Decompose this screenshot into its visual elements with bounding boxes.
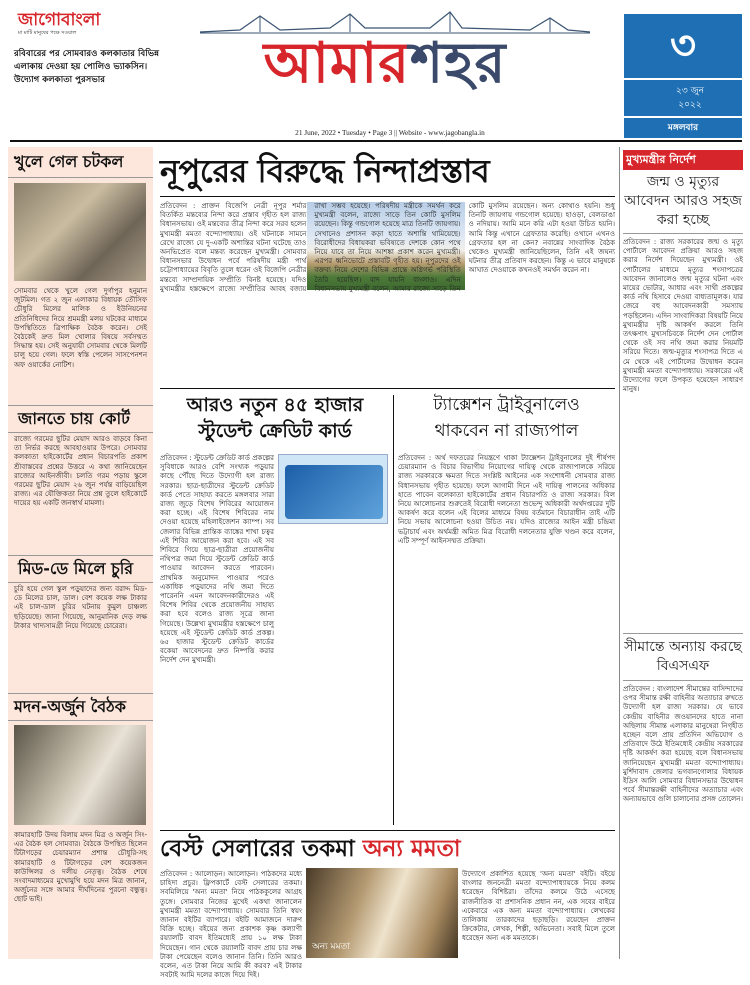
cm-directive-banner: মুখ্যমন্ত্রীর নির্দেশ [623, 150, 743, 170]
day-bengali: মঙ্গলবার [667, 123, 699, 133]
page-number: ৩ [669, 23, 696, 69]
bestseller-headline-red: অন্য মমতা [362, 836, 461, 862]
jagobangla-logo [18, 10, 148, 40]
story-jutemill-title: খুলে গেল চটকল [8, 147, 153, 178]
madan-arjun-photo [14, 725, 146, 825]
page-number-box [624, 14, 742, 78]
book-cover-photo [306, 868, 458, 958]
right-divider [619, 147, 620, 959]
student-credit-card-image [278, 454, 388, 524]
story-madan-body: কামারহাটি উদয় বিলায় মদন মিত্র ও অর্জুন সিং-এর বৈঠক হল সোমবার। বৈঠকে উপস্থিত ছিলেন টিটাগড়ের চেয়ারম্যান প্রশান্ত চৌধুরি-সহ কামারহাটি ও টিটাগড়ের বেশ কয়েকজন কাউন্সিলর ও দলীয় নেতৃত্ব। বৈঠক শেষে সংবাদমাধ্যমের মুখোমুখি হয়ে মদন মিত্র জানান, অর্জুনের সঙ্গে আমার দীর্ঘদিনের পুরনো বন্ধুত্ব। ছোট ভাই। [14, 831, 147, 904]
lead-story-text: প্রতিবেদন : প্রাক্তন বিজেপি নেত্রী নূপুর শর্মার বিতর্কিত মন্তব্যের নিন্দা করে প্রস্তাব গৃহীত হল রাজ্য বিধানসভায়। ওই মন্তব্যের তীব্র নিন্দা করে সরব হলেন মুখ্যমন্ত্রী মমতা বন্দ্যোপাধ্যায়। ওই ঘটনাকে সামনে রেখে রাজ্যে যে দু-একটি অশান্তির ঘটনা ঘটেছে তাও অনভিপ্রেত বলে মন্তব্য করেছেন মুখ্যমন্ত্রী। সোমবার বিধানসভার উদ্বোধন পর্বে পরিষদীয় মন্ত্রী পার্থ চট্টোপাধ্যায়ের বিবৃতি তুলে ধরেন ওই বিজেপি নেত্রীর মন্তব্যে সাম্প্রদায়িক সম্প্রীতি বিনষ্ট হয়েছে। যদিও মুখ্যমন্ত্রীর হস্তক্ষেপে রাজ্যে সম্প্রীতির আবহ বজায় রাখা সম্ভব হয়েছে। পরিষদীয় মন্ত্রীকে সমর্থন করে মুখ্যমন্ত্রী বলেন, রাজ্যে সাড়ে তিন কোটি মুসলিম রয়েছেন। কিন্তু গন্ডগোল হয়েছে মাত্র তিনটি জায়গায়। সেখানেও প্রশাসন কড়া হাতে অশান্তি থামিয়েছে। বিরোধীদের বিধায়করা ভবিষ্যতে দেশকে কোন পথে নিয়ে যাবে তা নিয়ে আশঙ্কা প্রকাশ করেন মুখ্যমন্ত্রী। এরপর ধ্বনিভোটে প্রস্তাবটি গৃহীত হয়। নূপুরদের ওই বক্তব্য নিয়ে দেশের বিভিন্ন প্রান্তে অগ্নিগর্ভ পরিস্থিতি তৈরি হয়েছিল। বাদ যায়নি বাংলাও। এদিন বিধানসভায় মুখ্যমন্ত্রী বলেন, আমার রাজ্যে সাড়ে তিন কোটি মুসলিম রয়েছেন। অন্য কোথাও হয়নি। শুধু তিনটি জায়গায় গন্ডগোল হয়েছে। হাওড়া, বেলডাঙা ও নদিয়ায়। আমি মনে করি এটা হওয়া উচিত হয়নি। আমি কিন্তু এখানে গ্রেফতার করেছি। ওখানে এখনও গ্রেফতার হল না কেন? নবান্নের সাংবাদিক বৈঠক থেকেও মুখ্যমন্ত্রী জানিয়েছিলেন, তিনি এই জঘন্য ঘটনার তীব্র প্রতিবাদ করছেন। কিন্তু এ ভাবে মানুষকে আঘাত দেওয়াকে কখনওই সমর্থন করেন না। [160, 202, 615, 293]
masthead-title-dark: শহর [410, 30, 507, 96]
story-court-body: রাজ্যে গরমের ছুটির মেয়াদ আরও বাড়বে কিনা তা নির্ভর করছে আবহাওয়ার উপরে। সোমবার কলকাতা হাইকোর্টের প্রধান বিচারপতি প্রকাশ শ্রীবাস্তবের প্রশ্নের উত্তরে এ কথা জানিয়েছেন রাজ্যের আইনজীবী। চলতি গরম পড়ায় স্কুলে গরমের ছুটির মেয়াদ ২৬ জুন পর্যন্ত বাড়িয়েছিল রাজ্য। এর যৌক্তিকতা নিয়ে প্রশ্ন তুলে হাইকোর্টে দায়ের হয় একটি জনস্বার্থ মামলা। [14, 435, 147, 508]
bsf-body: প্রতিবেদন : বাংলাদেশ সীমান্তের বাসিন্দাদের ওপর সীমান্ত রক্ষী বাহিনীর অত্যাচার রুখতে উদ্যোগী হল রাজ্য সরকার। যে ভাবে কেন্দ্রীয় বাহিনীর জওয়ানদের হাতে নানা অছিলায় সীমান্ত এলাকার মানুষেরা নিগৃহীত হচ্ছেন বলে প্রায় প্রতিদিন অভিযোগ ও প্রতিবাদে উঠে ইতিমধ্যেই কেন্দ্রীয় সরকারের দৃষ্টি আকর্ষণ করা হয়েছে বলে বিধানসভায় জানিয়েছেন মুখ্যমন্ত্রী মমতা বন্দ্যোপাধ্যায়। মুর্শিদাবাদ জেলার ভগবানগোলার বিধায়ক ইদ্রিস আলি সোমবার বিধানসভার উদ্বোধন পর্বে সীমান্তরক্ষী বাহিনীদের অত্যাচার এবং অন্যায়ভাবে গুলি চালানোর প্রসঙ্গ তোলেন। [623, 685, 743, 804]
left-column [8, 147, 153, 959]
middle-bottom-rule [160, 830, 615, 831]
bestseller-headline [160, 834, 615, 864]
date-box [624, 80, 742, 116]
lead-story [160, 202, 615, 380]
date-bengali: ২৩ জুন ২০২২ [676, 86, 704, 110]
credit-headline-1: আরও নতুন ৪৫ হাজার [186, 394, 364, 416]
story-court-title: জানতে চায় কোর্ট [8, 405, 153, 433]
story-madan-title: মদন-অর্জুন বৈঠক [8, 693, 153, 721]
dateline: 21 June, 2022 • Tuesday • Page 3 || Website - www.jagobangla.in [295, 128, 485, 137]
tribunal-story [398, 392, 615, 830]
lead-bottom-rule [160, 388, 615, 389]
bestseller-body-2: উদ্যোগে প্রকাশিত হয়েছে 'অন্য মমতা' বইটি। বইয়ে বাংলার জননেত্রী মমতা বন্দ্যোপাধ্যায়কে নিয়ে কলম ধরেছেন বিশিষ্টরা। তাঁদের কলমে উঠে এসেছে রাজনীতিক বা প্রশাসনিক প্রধান নন, এক সবের বাইরে একেবারে এক অন্য মমতা বন্দ্যোপাধ্যায়। লেখকের তালিকায় তারকাদের ছড়াছড়ি। রয়েছেন প্রাক্তন ক্রিকেটার, লেখক, শিল্পী, অভিনেতা। সবাই মিলে তুলে ধরেছেন অন্য এক মমতাকে। [462, 870, 615, 943]
masthead-title [170, 30, 600, 100]
book-cover-caption: অন্য মমতা [312, 942, 350, 952]
story-midday-title: মিড-ডে মিলে চুরি [8, 555, 153, 583]
jagobangla-logo-tagline: মা মাটি মানুষের পক্ষে সওয়াল [18, 30, 77, 36]
lead-headline-rule [160, 196, 615, 197]
credit-body: প্রতিবেদন : স্টুডেন্ট ক্রেডিট কার্ড প্রকল্পের সুবিধাকে আরও বেশি সংখ্যক পড়ুয়ার কাছে পৌঁছে দিতে উদ্যোগী হল রাজ্য সরকার। ছাত্র-ছাত্রীদের স্টুডেন্ট ক্রেডিট কার্ড পেতে সাহায্য করতে মঙ্গলবার সারা রাজ্য জুড়ে বিশেষ শিবিরের আয়োজন করা হচ্ছে। এই বিশেষ শিবিরের নাম দেওয়া হয়েছে মহিলাইজেশন ক্যাম্প। সব জেলার বিভিন্ন প্রান্তিক ব্যাঙ্কের শাখা চত্বর এই শিবির আয়োজন করা হবে। এই সব শিবিরে গিয়ে ছাত্র-ছাত্রীরা প্রয়োজনীয় নথিপত্র জমা দিয়ে স্টুডেন্ট ক্রেডিট কার্ড পাওয়ার আবেদন করতে পারবেন। প্রাথমিক অনুমোদন পাওয়ার পরেও একাধিক পড়ুয়াদের নথি জমা দিতে পারেননি এমন আবেদনকারীদেরও এই বিশেষ শিবির থেকে প্রয়োজনীয় সাহায্য করা হবে বলেও রাজ্য সূত্রে জানা গিয়েছে। উল্লেখ্য মুখ্যমন্ত্রীর হস্তক্ষেপে চালু হয়েছে এই স্টুডেন্ট ক্রেডিট কার্ড প্রকল্প। ৬৫ হাজার স্টুডেন্ট ক্রেডিট কার্ডের বকেয়া আবেদনের দ্রুত নিষ্পত্তি করার নির্দেশ দেন মুখ্যমন্ত্রী। [160, 454, 274, 665]
bestseller-headline-dark: বেস্ট সেলারের তকমা [160, 836, 355, 862]
masthead-teaser: রবিবারের পর সোমবারও কলকাতার বিভিন্ন এলাকায় দেওয়া হয় পোলিও ভ্যাকসিন। উদ্যোগ কলকাতা পুরসভার [14, 49, 160, 85]
tribunal-body: প্রতিবেদন : অর্থ দফতরের নিয়ন্ত্রণে থাকা ট্যাক্সেশন ট্রাইবুনালের দুই শীর্ষপদ চেয়ারম্যান ও বিচার বিভাগীয় নিয়োগের দায়িত্ব থেকে রাজ্যপালকে সরিয়ে রাজ্য সরকারকে ক্ষমতা দিতে সংশ্লিষ্ট আইনের এক সংশোধনী সোমবার রাজ্য বিধানসভায় গৃহীত হয়েছে। ফলে আগামী দিনে এই দায়িত্ব পালনের অধিকার হাতে পাবেন বলেকাতা হাইকোর্টের প্রধান বিচারপতি ও রাজ্য সরকার। বিল নিয়ে আলোচনার শুরুতেই বিরোধী দলনেতা শুভেন্দু অধিকারী অর্থদপ্তরের দুটি আকর্ষণ করে বলেন এই বিলের মাধ্যমে বিষয় বর্তমানে বিচারাধীন তাই এটি নিয়ে সভায় আলোচনা হওয়া উচিত নয়। যদিও রাজ্যের আইন মন্ত্রী চন্দ্রিমা ভট্টাচার্য এবং অর্থমন্ত্রী অমিত মিত্র বিরোধী দলনেতার যুক্তি খণ্ডন করে বলেন, এটি সম্পূর্ণ আইনসম্মত প্রক্রিয়া। [398, 454, 615, 545]
birth-death-headline: জন্ম ও মৃত্যুর আবেদন আরও সহজ করা হচ্ছে [623, 170, 743, 234]
credit-divider [393, 395, 394, 825]
tribunal-headline-2: থাকবেন না রাজ্যপাল [434, 421, 579, 441]
jutemill-meeting-photo [14, 183, 146, 281]
jagobangla-logo-text: জাগোবাংলা [18, 10, 101, 30]
tribunal-headline-1: ট্যাক্সেশন ট্রাইবুনালেও [433, 395, 580, 415]
story-midday-body: চুরি হয়ে গেল স্কুল পড়ুয়াদের জন্য বরাদ্দ মিড-ডে মিলের চাল, ডাল। বেশ কয়েক লক্ষ টাকার এই চাল-ডাল চুরির ঘটনায় কুমুল চাঞ্চল্য ছড়িয়েছে। জানা গিয়েছে, আনুমানিক দেড় লক্ষ টাকার খাদ্যসামগ্রী নিয়ে গিয়েছে চোরেরা। [14, 585, 147, 630]
bestseller-body: প্রতিবেদন : আলোড়ন। আলোড়ন। পাঠকদের মধ্যে চাহিদা প্রচুর। ফ্লিপকার্টে বেস্ট সেলারের তকমা। সবমিলিয়ে 'অন্য মমতা' নিয়ে পাঠককুলের আগ্রহ তুঙ্গে। সোমবার নিজের মুখেই একথা জানালেন মুখ্যমন্ত্রী মমতা বন্দ্যোপাধ্যায়। সোমবার তিনি স্বয়ং জানান বইটির ব্যাপারে। বইটি আমাজনে দারুণ বিক্রি হচ্ছে। বইয়ের জন্য প্রকাশক কৃষ্ণ কল্যাণী রয়্যালটি বাবদ ইতিমধ্যেই প্রায় ১০ লক্ষ টাকা দিয়েছেন। গান থেকে রয়্যালটি বাবদ প্রায় চার লক্ষ টাকা পেয়েছেন বলেও জানান তিনি। তিনি আরও বলেন, এত টাকা নিয়ে আমি কী করব? এই টাকার সবটাই আমি দলের কাজে দিয়ে দিই। [160, 870, 302, 980]
story-jutemill-body: সোমবার থেকে খুলে গেল দুর্গাপুর হনুমান জুটমিল। গত ২ জুন এলাকার বিধায়ক তৌসিফ চৌধুরি মিলের মালিক ও ইউনিয়নের প্রতিনিধিদের নিয়ে শ্রমমন্ত্রী মলয় ঘটকের মাধ্যমে উপস্থিতিতে ত্রিপাক্ষিক বৈঠক করেন। সেই বৈঠকেই দ্রুত মিল খোলার বিষয়ে সর্বসম্মত সিদ্ধান্ত হয়। সেই অনুযায়ী সোমবার থেকে মিলটি চালু হয়ে গেল। ফলে স্বস্তি পেলেন সাসপেনশন অফ ওয়ার্কের নোটিশ। [14, 287, 147, 369]
bsf-headline: সীমান্তে অন্যায় করছে বিএসএফ [623, 633, 743, 681]
credit-headline-2: স্টুডেন্ট ক্রেডিট কার্ড [198, 420, 352, 442]
lead-story-body [160, 202, 615, 380]
day-box [624, 118, 742, 138]
birth-death-body: প্রতিবেদন : রাজ্য সরকারের জন্ম ও মৃত্যু পোর্টালে আবেদন প্রক্রিয়া আরও সহজ করার নির্দেশ দিয়েছেন মুখ্যমন্ত্রী। ওই পোর্টালের মাধ্যমে মৃত্যুর শংসাপত্রের আবেদন জানালেও জন্ম মৃত্যুর ঘটনা এবং মায়ের ভোটার, আধার এবং সাথী প্রকল্পের কার্ড নথি হিসাবে দেওয়া বাধ্যতামূলক। যার জেরে বহু আবেদনকারী সমস্যায় পড়ছিলেন। এদিন সাংবাদিকরা বিষয়টি নিয়ে মুখ্যমন্ত্রীর দৃষ্টি আকর্ষণ করলে তিনি তৎক্ষণাৎ মুখ্যসচিবকে নির্দেশ দেন পোর্টাল থেকে ওই সব নথি জমা করার নিয়মটি সরিয়ে দিতে। জন্ম-মৃত্যুর শংসাপত্র দিতে এ মে থেকে এই পোর্টালের উদ্বোধন করেন মুখ্যমন্ত্রী মমতা বন্দ্যোপাধ্যায়। সরকারের এই উদ্যোগের ফলে উপকৃত হয়েছেন সাধারণ মানুষ। [623, 238, 743, 394]
lead-headline: নূপুরের বিরুদ্ধে নিন্দাপ্রস্তাব [160, 152, 490, 190]
masthead-title-red: আমার [263, 30, 411, 96]
masthead-rule [10, 140, 742, 142]
masthead [0, 0, 750, 137]
credit-card-story [160, 392, 390, 830]
right-column [623, 150, 743, 958]
credit-card-graphic [285, 465, 383, 519]
